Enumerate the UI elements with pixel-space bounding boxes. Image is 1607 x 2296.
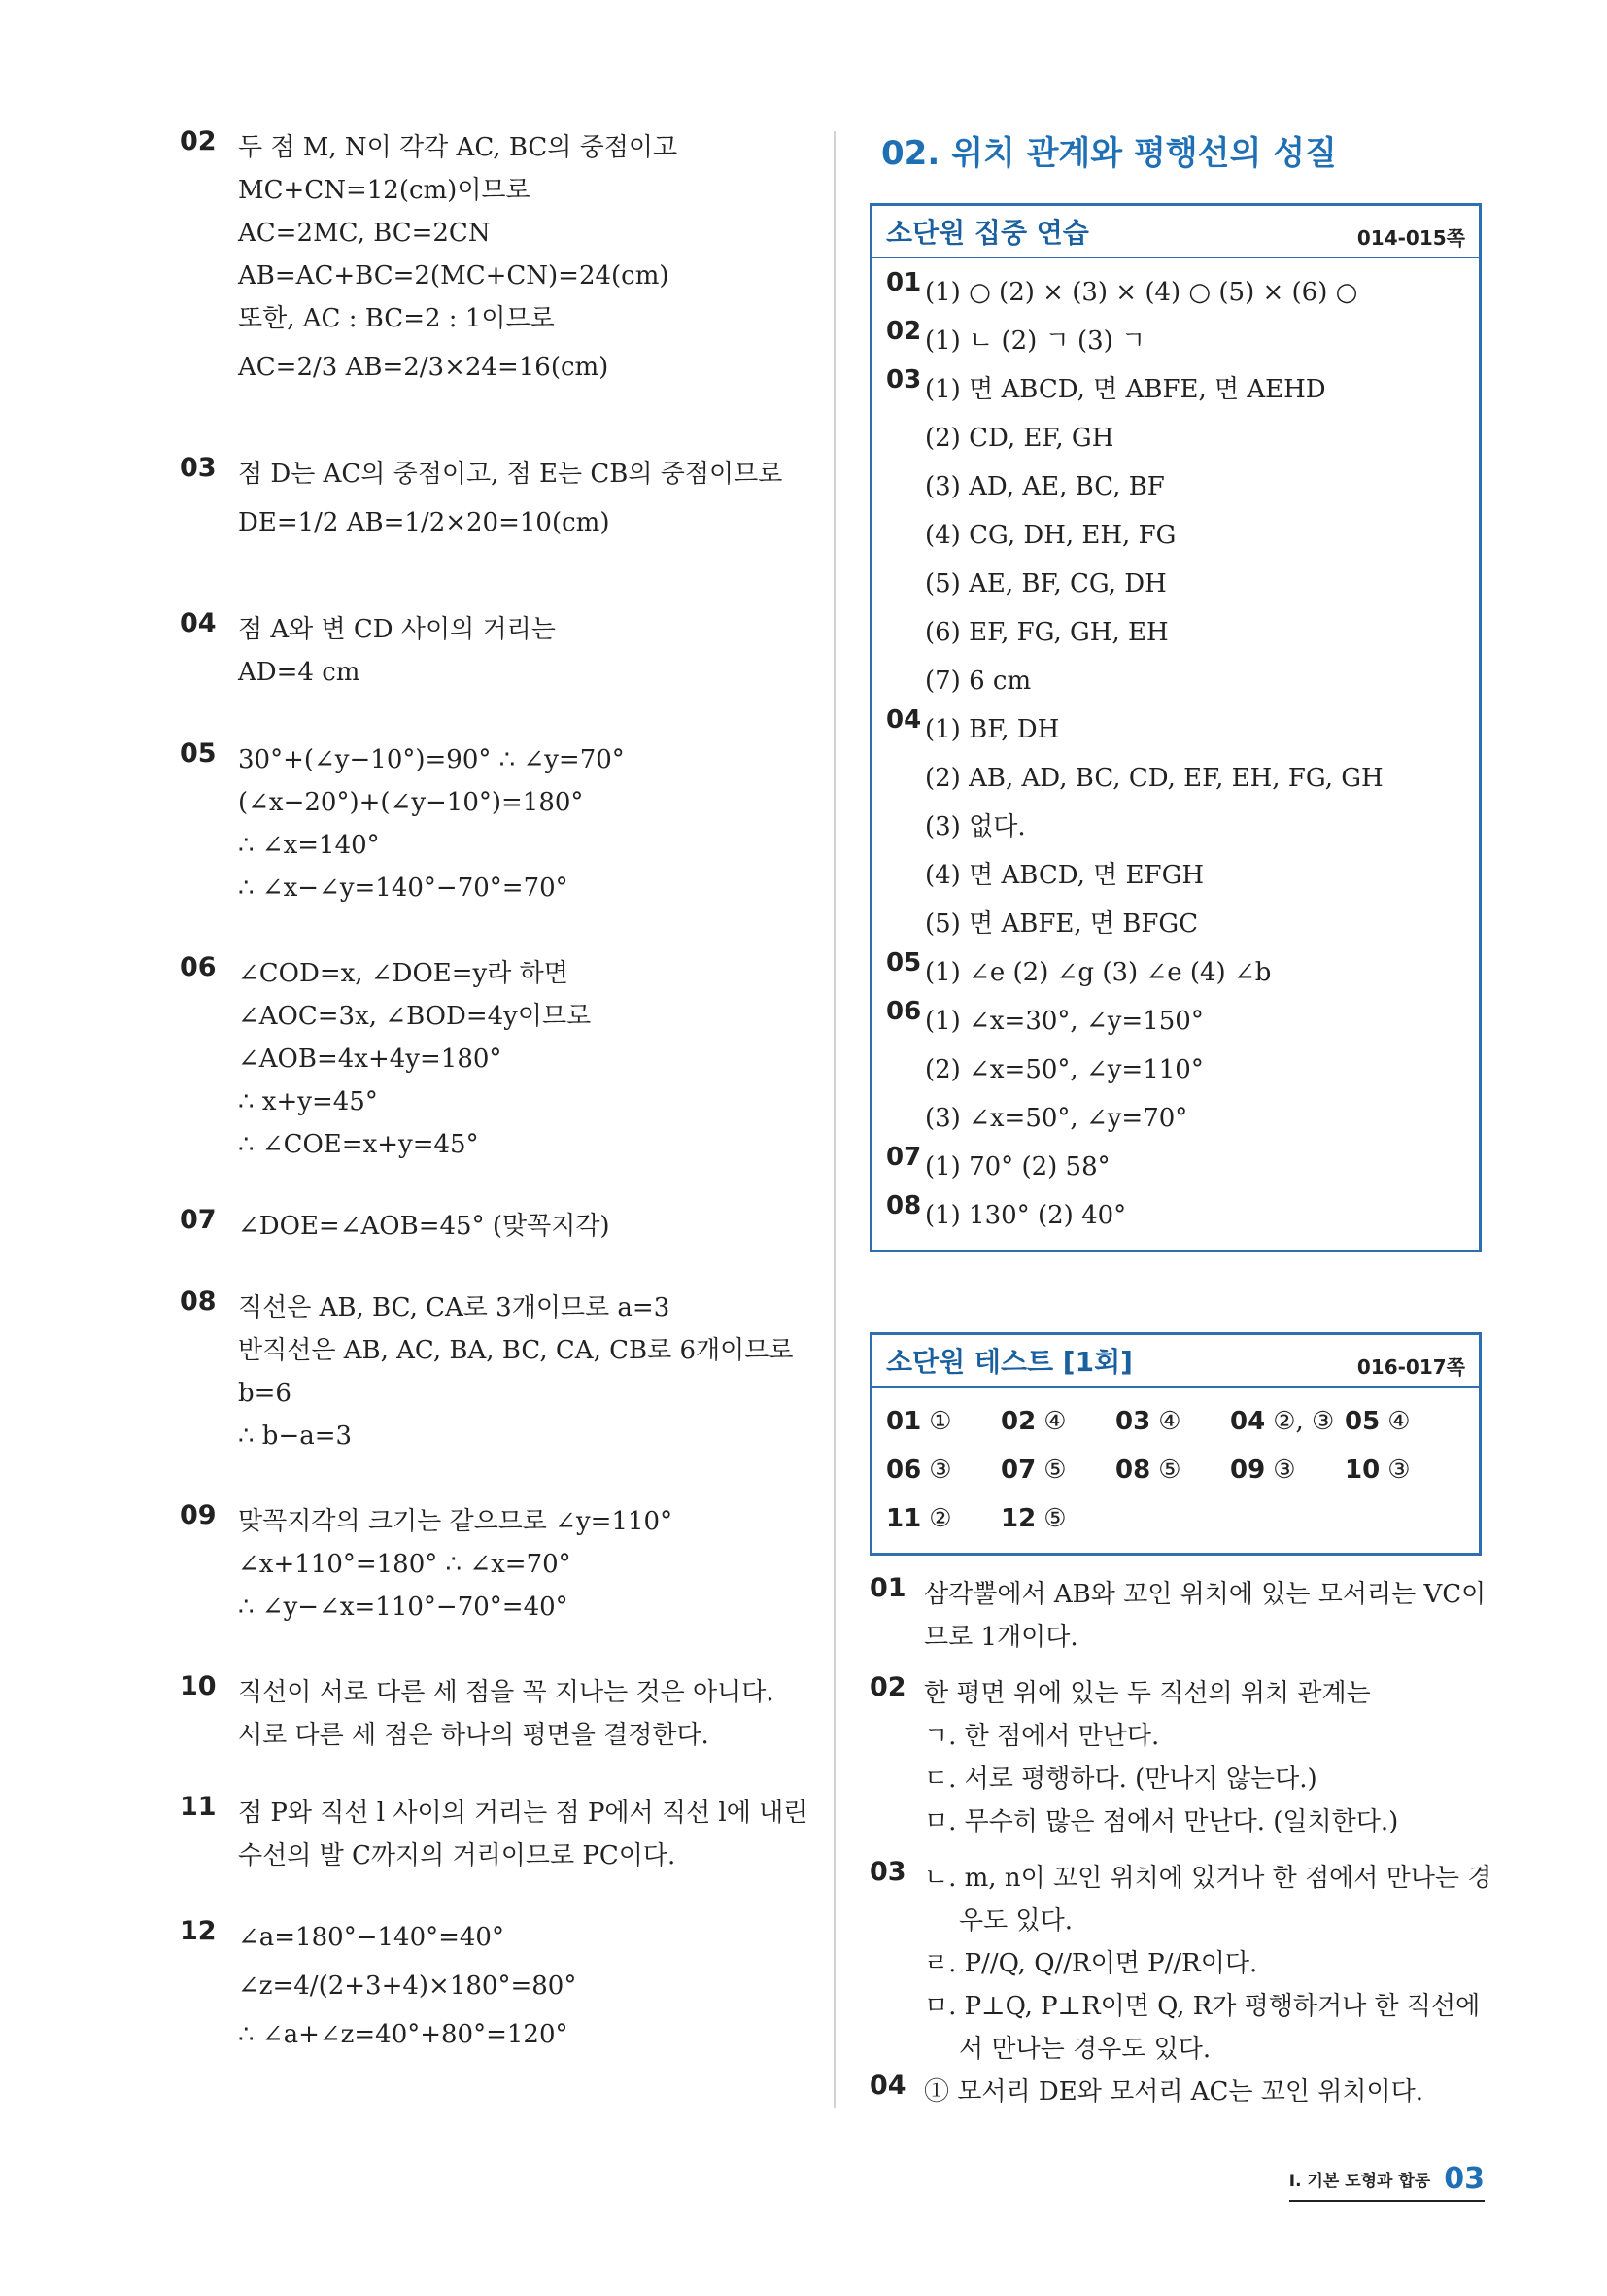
solution-line: ∴ x+y=45° (238, 1087, 378, 1116)
problem-number: 02 (886, 317, 922, 346)
problem-number: 12 (1001, 1504, 1037, 1533)
answer-choice: ⑤ (1043, 1504, 1067, 1533)
problem-number: 08 (886, 1191, 922, 1220)
answer-cell (886, 1397, 1001, 1446)
solution-item (180, 738, 811, 909)
answer-line: (1) ㄴ (2) ㄱ (3) ㄱ (925, 326, 1146, 356)
solution-line: 수선의 발 C까지의 거리이므로 PC이다. (238, 1841, 676, 1870)
problem-number: 01 (886, 268, 922, 297)
answer-item (886, 317, 1465, 365)
answer-cell (1001, 1494, 1115, 1543)
answer-choice: ① (929, 1407, 952, 1436)
answer-cell (1115, 1446, 1230, 1494)
answer-line: (5) 면 ABFE, 면 BFGC (925, 909, 1199, 939)
solution-line: ㄷ. 서로 평행하다. (만나지 않는다.) (924, 1765, 1317, 1794)
answer-item (886, 1191, 1465, 1240)
answer-item (886, 997, 1465, 1143)
problem-number: 02 (1001, 1407, 1037, 1436)
answer-line: (5) AE, BF, CG, DH (925, 569, 1167, 599)
solution-line: ∠COD=x, ∠DOE=y라 하면 (238, 959, 568, 988)
practice-answer-box (870, 203, 1482, 1252)
solution-line: 한 평면 위에 있는 두 직선의 위치 관계는 (924, 1679, 1371, 1708)
answer-cell (1230, 1446, 1345, 1494)
answer-line: (6) EF, FG, GH, EH (925, 618, 1169, 647)
problem-number: 05 (180, 738, 217, 769)
solution-line: 30°+(∠y−10°)=90° ∴ ∠y=70° (238, 745, 625, 774)
answer-cell (1115, 1397, 1230, 1446)
answer-choice: ③ (1273, 1456, 1296, 1485)
solution-line: b=6 (238, 1379, 291, 1408)
answer-item (886, 1143, 1465, 1191)
page-footer (1289, 2162, 1485, 2196)
answer-choice: ②, ③ (1273, 1407, 1335, 1436)
chapter-label: Ⅰ. 기본 도형과 합동 (1288, 2172, 1431, 2191)
solution-item (180, 126, 811, 394)
solution-item (180, 1792, 811, 1877)
problem-number: 08 (1115, 1456, 1151, 1485)
solution-line: AD=4 cm (238, 658, 360, 687)
problem-number: 04 (870, 2071, 906, 2101)
problem-number: 04 (180, 608, 217, 638)
problem-number: 04 (886, 705, 922, 735)
answer-cell (1345, 1397, 1459, 1446)
solution-item (180, 453, 811, 550)
answer-line: (1) ∠x=30°, ∠y=150° (925, 1007, 1204, 1036)
section-title: 02. 위치 관계와 평행선의 성질 (881, 134, 1337, 173)
answer-line: (4) CG, DH, EH, FG (925, 521, 1177, 550)
problem-number: 03 (870, 1857, 906, 1887)
problem-number: 09 (180, 1500, 217, 1530)
solution-line: ∠x+110°=180° ∴ ∠x=70° (238, 1550, 571, 1579)
solution-line: ㅁ. 무수히 많은 점에서 만난다. (일치한다.) (924, 1807, 1399, 1836)
solution-line: 두 점 M, N이 각각 AC, BC의 중점이고 (238, 133, 678, 162)
column-divider (834, 131, 836, 2108)
solution-item (180, 1205, 811, 1248)
answer-choice: ④ (1387, 1407, 1411, 1436)
problem-number: 01 (886, 1407, 922, 1436)
solution-line: ∴ ∠x−∠y=140°−70°=70° (238, 874, 568, 903)
footer-rule (1289, 2200, 1485, 2202)
problem-number: 05 (1345, 1407, 1381, 1436)
solution-line: 삼각뿔에서 AB와 꼬인 위치에 있는 모서리는 VC이 (924, 1580, 1487, 1609)
solution-line: ∠DOE=∠AOB=45° (맞꼭지각) (238, 1212, 610, 1241)
solution-item (180, 608, 811, 694)
solution-line: ① 모서리 DE와 모서리 AC는 꼬인 위치이다. (924, 2077, 1423, 2107)
problem-number: 02 (870, 1672, 906, 1702)
solution-line: 직선이 서로 다른 세 점을 꼭 지나는 것은 아니다. (238, 1678, 774, 1707)
box-header (872, 206, 1479, 258)
page-reference: 016-017쪽 (1356, 1355, 1465, 1379)
problem-number: 07 (886, 1143, 922, 1172)
solution-line: 직선은 AB, BC, CA로 3개이므로 a=3 (238, 1293, 670, 1322)
solution-line: ㄹ. P//Q, Q//R이면 P//R이다. (924, 1949, 1258, 1978)
solution-line: AB=AC+BC=2(MC+CN)=24(cm) (238, 261, 669, 291)
solution-item (870, 1672, 1491, 1843)
problem-number: 10 (180, 1671, 217, 1701)
solution-line: 점 P와 직선 l 사이의 거리는 점 P에서 직선 l에 내린 (238, 1799, 808, 1828)
page-reference: 014-015쪽 (1356, 226, 1465, 250)
solution-line: AC=2MC, BC=2CN (238, 219, 491, 248)
answer-choice: ③ (1387, 1456, 1411, 1485)
box-title: 소단원 테스트 [1회] (886, 1346, 1133, 1378)
solution-item (870, 1573, 1491, 1659)
answer-choice: ④ (1158, 1407, 1181, 1436)
answer-item (886, 365, 1465, 705)
solution-line: (∠x−20°)+(∠y−10°)=180° (238, 788, 584, 817)
answer-grid (872, 1388, 1479, 1553)
answer-line: (3) ∠x=50°, ∠y=70° (925, 1104, 1188, 1133)
answer-choice: ② (929, 1504, 952, 1533)
problem-number: 07 (1001, 1456, 1037, 1485)
answer-line: (1) ∠e (2) ∠g (3) ∠e (4) ∠b (925, 958, 1272, 987)
answer-item (886, 948, 1465, 997)
solution-line: ㄴ. m, n이 꼬인 위치에 있거나 한 점에서 만나는 경 (924, 1864, 1492, 1893)
answer-line: (1) 70° (2) 58° (925, 1152, 1111, 1182)
problem-number: 03 (886, 365, 922, 394)
answer-line: (2) AB, AD, BC, CD, EF, EH, FG, GH (925, 764, 1384, 793)
problem-number: 03 (180, 453, 217, 483)
solution-line: ㅁ. P⊥Q, P⊥R이면 Q, R가 평행하거나 한 직선에 (924, 1992, 1481, 2021)
problem-number: 06 (180, 952, 217, 982)
solution-line: 서로 다른 세 점은 하나의 평면을 결정한다. (238, 1721, 709, 1750)
answer-cell (886, 1446, 1001, 1494)
box-title: 소단원 집중 연습 (886, 217, 1089, 249)
answer-choice: ⑤ (1043, 1456, 1067, 1485)
problem-number: 10 (1345, 1456, 1381, 1485)
problem-number: 11 (886, 1504, 922, 1533)
answer-line: (3) 없다. (925, 812, 1026, 841)
problem-number: 01 (870, 1573, 906, 1603)
solution-item (870, 2071, 1491, 2113)
answer-line: (2) ∠x=50°, ∠y=110° (925, 1055, 1204, 1084)
left-column (180, 126, 811, 2056)
solution-line: 점 D는 AC의 중점이고, 점 E는 CB의 중점이므로 (238, 460, 783, 489)
solution-line: AC=2/3 AB=2/3×24=16(cm) (238, 353, 609, 382)
answer-line: (4) 면 ABCD, 면 EFGH (925, 861, 1205, 890)
answer-line: (1) ○ (2) × (3) × (4) ○ (5) × (6) ○ (925, 278, 1358, 307)
solution-line: ∠AOB=4x+4y=180° (238, 1045, 502, 1074)
box-body (872, 258, 1479, 1250)
answer-cell (886, 1494, 1001, 1543)
page-number: 03 (1444, 2162, 1485, 2196)
test-answer-box (870, 1332, 1482, 1556)
answer-choice: ④ (1043, 1407, 1067, 1436)
answer-line: (1) 130° (2) 40° (925, 1201, 1127, 1230)
solution-line: ∠a=180°−140°=40° (238, 1923, 504, 1952)
answer-line: (1) BF, DH (925, 715, 1060, 744)
answer-cell (1345, 1446, 1459, 1494)
solution-line: ∴ ∠y−∠x=110°−70°=40° (238, 1593, 568, 1622)
answer-cell (1001, 1446, 1115, 1494)
problem-number: 06 (886, 1456, 922, 1485)
solution-line: ∠AOC=3x, ∠BOD=4y이므로 (238, 1002, 592, 1031)
solution-line: ∴ ∠COE=x+y=45° (238, 1130, 479, 1159)
solution-line: 또한, AC : BC=2 : 1이므로 (238, 304, 555, 333)
answer-item (886, 268, 1465, 317)
problem-number: 05 (886, 948, 922, 977)
problem-number: 11 (180, 1792, 217, 1822)
problem-number: 12 (180, 1916, 217, 1946)
solution-line: 우도 있다. (959, 1906, 1073, 1936)
solution-item (180, 1286, 811, 1457)
solution-line: 반직선은 AB, AC, BA, BC, CA, CB로 6개이므로 (238, 1336, 794, 1365)
solution-line: ∴ b−a=3 (238, 1422, 353, 1451)
problem-number: 03 (1115, 1407, 1151, 1436)
solution-item (180, 1500, 811, 1628)
solution-item (180, 1671, 811, 1757)
answer-line: (1) 면 ABCD, 면 ABFE, 면 AEHD (925, 375, 1326, 404)
problem-number: 02 (180, 126, 217, 156)
answer-line: (2) CD, EF, GH (925, 424, 1114, 453)
solution-line: MC+CN=12(cm)이므로 (238, 176, 530, 205)
problem-number: 07 (180, 1205, 217, 1235)
solution-line: ㄱ. 한 점에서 만난다. (924, 1722, 1160, 1751)
solution-line: 맞꼭지각의 크기는 같으므로 ∠y=110° (238, 1507, 673, 1536)
solution-item (180, 952, 811, 1166)
solution-line: 서 만나는 경우도 있다. (959, 2035, 1212, 2064)
problem-number: 08 (180, 1286, 217, 1317)
problem-number: 06 (886, 997, 922, 1026)
answer-choice: ③ (929, 1456, 952, 1485)
solution-line: 점 A와 변 CD 사이의 거리는 (238, 615, 556, 644)
problem-number: 09 (1230, 1456, 1266, 1485)
solution-line: DE=1/2 AB=1/2×20=10(cm) (238, 508, 610, 537)
answer-item (886, 705, 1465, 948)
solution-line: ∴ ∠x=140° (238, 831, 380, 860)
answer-line: (3) AD, AE, BC, BF (925, 472, 1165, 501)
answer-line: (7) 6 cm (925, 667, 1032, 696)
right-column (870, 126, 1491, 2113)
solution-item (180, 1916, 811, 2056)
answer-cell (1001, 1397, 1115, 1446)
solution-line: ∴ ∠a+∠z=40°+80°=120° (238, 2020, 568, 2049)
solution-line: ∠z=4/(2+3+4)×180°=80° (238, 1971, 577, 2001)
answer-cell (1230, 1397, 1345, 1446)
solution-line: 므로 1개이다. (924, 1623, 1078, 1652)
answer-choice: ⑤ (1158, 1456, 1181, 1485)
problem-number: 04 (1230, 1407, 1266, 1436)
solution-item (870, 1857, 1491, 2071)
box-header (872, 1335, 1479, 1388)
